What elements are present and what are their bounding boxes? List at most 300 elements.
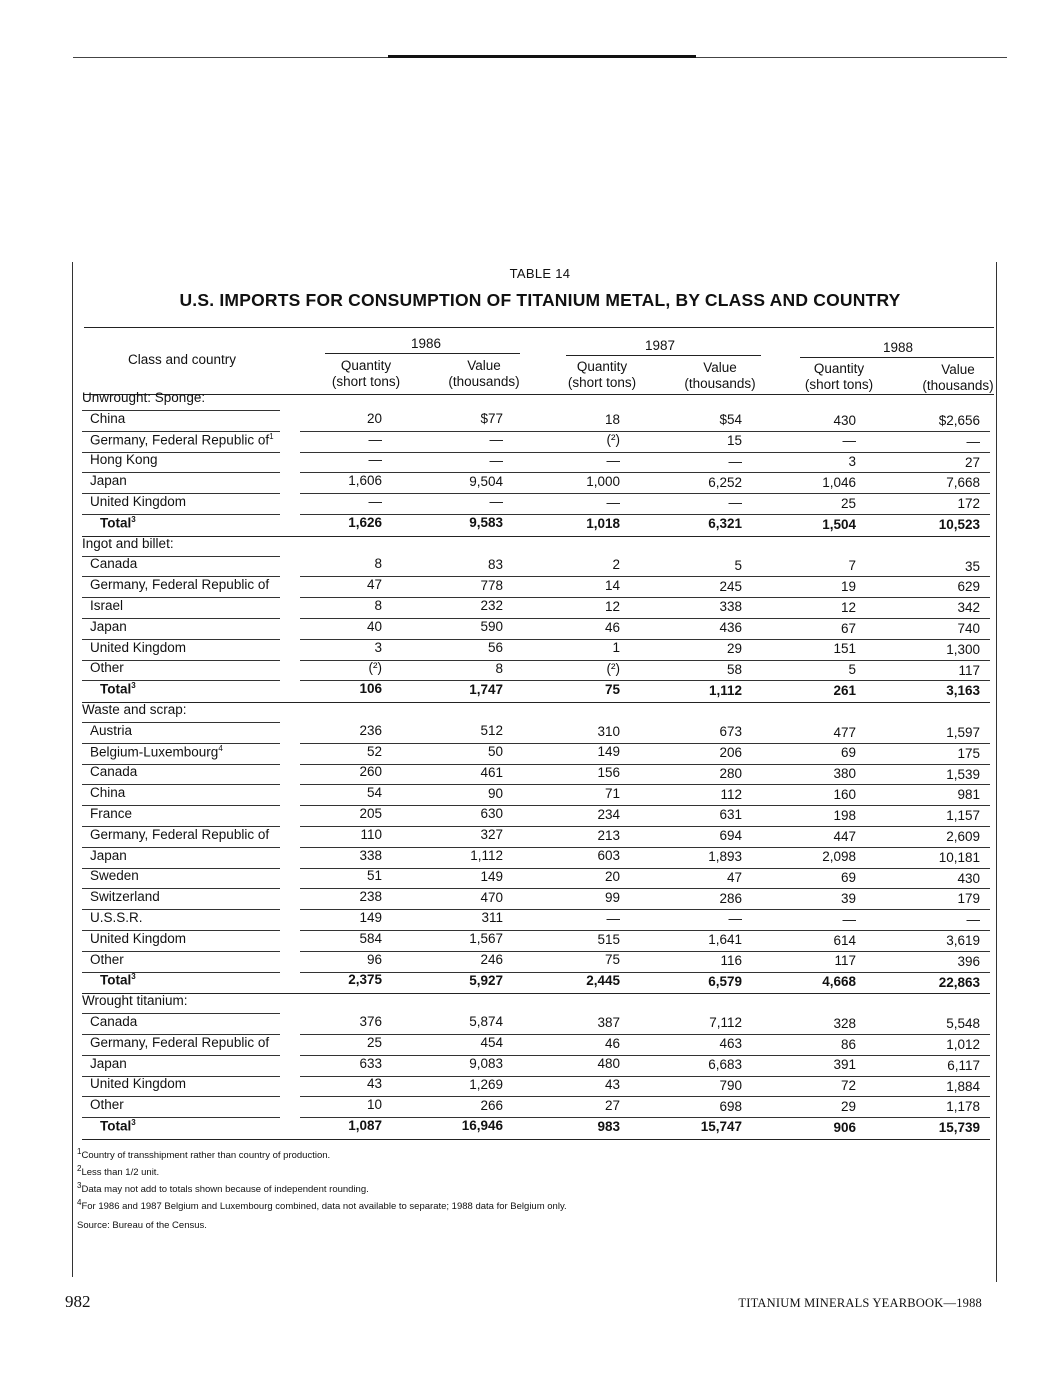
value-label: Value xyxy=(703,360,737,375)
cell-qty-1987: 71 xyxy=(604,786,620,802)
cell-value-1986: 327 xyxy=(480,827,503,843)
value-label: Value xyxy=(941,362,975,377)
cell-qty-1988: 380 xyxy=(833,766,856,782)
footnote-mark: 2 xyxy=(77,1164,82,1174)
cell-value-1988: 10,181 xyxy=(938,849,980,865)
cell-qty-1987: 27 xyxy=(604,1098,620,1114)
row-label xyxy=(100,1118,136,1134)
cell-value-1987: 673 xyxy=(719,724,742,740)
cell-qty-1986: 25 xyxy=(366,1034,382,1050)
cell-qty-1986: 20 xyxy=(366,410,382,426)
row-label xyxy=(90,764,137,779)
footnote-ref: 4 xyxy=(218,743,223,753)
cell-qty-1987: 149 xyxy=(597,744,620,760)
cell-qty-1986: 96 xyxy=(366,951,382,967)
table-row xyxy=(0,785,1040,806)
table-row xyxy=(0,868,1040,889)
row-label xyxy=(90,868,139,883)
cell-qty-1988: 447 xyxy=(833,828,856,844)
cell-value-1987: 6,683 xyxy=(708,1056,742,1072)
cell-qty-1988: 69 xyxy=(840,870,856,886)
cell-qty-1988: 86 xyxy=(840,1036,856,1052)
cell-qty-1986: 8 xyxy=(374,598,382,613)
cell-qty-1986: 3 xyxy=(374,639,382,655)
table-row xyxy=(0,744,1040,765)
cell-value-1988: 35 xyxy=(964,558,980,574)
qty-unit: (short tons) xyxy=(567,375,637,390)
row-label-text: Japan xyxy=(90,1055,127,1071)
cell-value-1988: 740 xyxy=(957,621,980,637)
cell-value-1988: 1,178 xyxy=(946,1099,980,1115)
row-label-text: Other xyxy=(90,951,124,967)
row-label xyxy=(90,827,269,842)
cell-qty-1986: 51 xyxy=(366,868,382,884)
table-row xyxy=(0,432,1040,453)
footnote-text: Less than 1/2 unit. xyxy=(81,1167,160,1179)
cell-qty-1988: 67 xyxy=(840,620,856,636)
table-row xyxy=(0,806,1040,827)
row-label xyxy=(90,1097,124,1112)
row-label xyxy=(90,723,132,738)
value-unit: (thousands) xyxy=(922,378,994,393)
cell-value-1987: 112 xyxy=(720,786,742,802)
row-label xyxy=(90,1014,137,1029)
cell-qty-1988: 72 xyxy=(840,1078,856,1094)
cell-qty-1986: 584 xyxy=(359,930,382,946)
row-label xyxy=(90,598,123,613)
cell-value-1987: 463 xyxy=(719,1036,742,1052)
cell-qty-1987: 515 xyxy=(597,931,620,947)
cell-value-1987: 116 xyxy=(720,952,742,968)
cell-value-1987: 1,112 xyxy=(708,682,742,698)
cell-value-1988: 117 xyxy=(958,662,980,678)
cell-value-1986: 1,747 xyxy=(469,681,503,697)
table-row xyxy=(0,764,1040,785)
cell-qty-1986: 106 xyxy=(359,681,382,697)
row-label-text: Sweden xyxy=(90,868,139,884)
cell-qty-1986: 238 xyxy=(359,889,382,905)
row-label xyxy=(100,681,136,697)
row-label-text: United Kingdom xyxy=(90,1076,187,1092)
table-row xyxy=(0,619,1040,640)
cell-value-1987: 631 xyxy=(719,807,742,823)
cell-value-1988: 175 xyxy=(957,745,980,761)
cell-value-1987: — xyxy=(728,911,742,927)
cell-qty-1986: 10 xyxy=(366,1097,382,1113)
cell-value-1986: 266 xyxy=(480,1097,503,1113)
cell-qty-1986: — xyxy=(368,494,382,509)
cell-qty-1986: 8 xyxy=(374,556,382,572)
row-label-text: Other xyxy=(90,660,124,676)
cell-qty-1986: 54 xyxy=(366,785,382,801)
footnote-ref: 3 xyxy=(131,972,136,982)
cell-value-1988: 342 xyxy=(957,600,980,616)
cell-value-1988: 1,300 xyxy=(946,641,980,657)
row-label-text: Hong Kong xyxy=(90,452,158,468)
cell-qty-1987: 1,018 xyxy=(586,515,620,531)
cell-value-1986: 512 xyxy=(480,723,503,739)
running-head: TITANIUM MINERALS YEARBOOK—1988 xyxy=(738,1296,982,1310)
total-row xyxy=(0,972,1040,993)
cell-value-1988: $2,656 xyxy=(938,413,980,429)
cell-qty-1987: 156 xyxy=(597,765,620,781)
footnote-3 xyxy=(77,1180,697,1196)
cell-qty-1986: 633 xyxy=(359,1055,382,1071)
cell-qty-1986: (²) xyxy=(368,660,382,676)
footnote-4 xyxy=(77,1197,697,1213)
cell-value-1988: — xyxy=(966,912,980,928)
cell-qty-1986: 376 xyxy=(359,1014,382,1029)
row-label xyxy=(82,993,188,1008)
row-label xyxy=(90,411,125,426)
row-label-text: Waste and scrap: xyxy=(82,702,187,717)
section-header-row xyxy=(0,702,1040,723)
cell-value-1987: 698 xyxy=(719,1098,742,1114)
row-label-text: Germany, Federal Republic of xyxy=(90,826,270,842)
cell-value-1986: — xyxy=(489,494,503,510)
cell-qty-1988: 69 xyxy=(840,745,856,761)
cell-qty-1988: 614 xyxy=(833,932,856,948)
row-label-text: Canada xyxy=(90,1014,138,1029)
section-header-row xyxy=(0,536,1040,557)
footnote-ref: 3 xyxy=(131,681,136,691)
qty-header-1986 xyxy=(306,358,426,390)
footnote-ref: 3 xyxy=(131,1118,136,1127)
row-label xyxy=(90,432,274,448)
cell-value-1988: 10,523 xyxy=(938,517,980,533)
cell-value-1986: 16,946 xyxy=(461,1118,503,1134)
section-header-row xyxy=(0,390,1040,411)
year-rule-1987 xyxy=(566,355,761,356)
year-rule-1986 xyxy=(325,353,520,354)
footnote-1 xyxy=(77,1146,697,1162)
cell-qty-1987: 310 xyxy=(597,723,620,739)
cell-qty-1987: 20 xyxy=(604,869,620,885)
row-label-text: Germany, Federal Republic of xyxy=(90,432,270,448)
footnote-mark: 1 xyxy=(77,1147,82,1156)
row-label-text: United Kingdom xyxy=(90,494,187,509)
row-label-text: United Kingdom xyxy=(90,930,187,946)
cell-value-1987: 15,747 xyxy=(700,1119,742,1135)
cell-value-1988: 27 xyxy=(964,454,980,470)
cell-value-1988: 1,597 xyxy=(946,725,980,741)
cell-qty-1987: 75 xyxy=(604,682,620,698)
cell-value-1988: 6,117 xyxy=(947,1057,980,1073)
row-label-text: China xyxy=(90,410,126,426)
row-label xyxy=(90,910,143,925)
cell-value-1987: 6,579 xyxy=(708,973,742,989)
cell-value-1987: 436 xyxy=(719,620,742,636)
row-label-text: China xyxy=(90,785,126,801)
footnote-ref: 3 xyxy=(131,514,136,524)
cell-value-1986: 149 xyxy=(480,868,503,884)
table-row xyxy=(0,660,1040,681)
row-label xyxy=(90,494,186,509)
cell-value-1988: 1,884 xyxy=(946,1078,980,1094)
cell-qty-1986: 52 xyxy=(366,743,382,759)
cell-qty-1986: — xyxy=(368,452,382,468)
qty-unit: (short tons) xyxy=(331,374,401,389)
qty-label: Quantity xyxy=(813,361,865,376)
cell-value-1988: 981 xyxy=(957,787,980,803)
cell-value-1987: 280 xyxy=(719,765,742,781)
cell-qty-1987: 2 xyxy=(612,557,620,573)
row-label xyxy=(90,806,132,821)
cell-qty-1987: 1 xyxy=(612,640,620,656)
row-label xyxy=(90,744,223,760)
cell-qty-1988: 391 xyxy=(833,1057,856,1073)
table-row xyxy=(0,910,1040,931)
cell-value-1987: 790 xyxy=(719,1077,742,1093)
cell-qty-1986: 1,087 xyxy=(348,1118,382,1133)
cell-value-1988: 1,157 xyxy=(946,808,980,824)
row-label-text: France xyxy=(90,806,133,821)
cell-qty-1987: 46 xyxy=(604,619,620,635)
cell-value-1987: 6,321 xyxy=(708,516,742,532)
total-row xyxy=(0,1118,1040,1139)
row-label-text: Total xyxy=(100,515,132,531)
cell-qty-1987: 75 xyxy=(604,952,620,968)
footnote-mark: 4 xyxy=(77,1198,82,1208)
total-row xyxy=(0,515,1040,536)
cell-qty-1987: 99 xyxy=(604,890,620,906)
row-label-text: Germany, Federal Republic of xyxy=(90,577,270,593)
table-row xyxy=(0,1014,1040,1035)
row-label-text: Austria xyxy=(90,722,133,738)
cell-qty-1987: 213 xyxy=(597,827,620,843)
table-row xyxy=(0,640,1040,661)
table-title: U.S. IMPORTS FOR CONSUMPTION OF TITANIUM METAL, BY CLASS AND COUNTRY xyxy=(179,290,901,310)
cell-value-1988: — xyxy=(966,433,980,449)
cell-qty-1987: 983 xyxy=(597,1118,620,1134)
cell-value-1988: 15,739 xyxy=(938,1120,980,1136)
cell-value-1986: 246 xyxy=(480,952,503,968)
row-label-text: Other xyxy=(90,1097,124,1113)
cell-value-1986: 454 xyxy=(480,1035,503,1051)
cell-value-1988: 396 xyxy=(957,953,980,969)
row-label-text: Total xyxy=(100,972,132,988)
footnote-text: Country of transshipment rather than country of production. xyxy=(81,1150,331,1162)
row-label xyxy=(90,785,125,800)
cell-value-1986: 778 xyxy=(480,577,503,593)
cell-value-1986: 50 xyxy=(487,744,503,760)
cell-qty-1986: 110 xyxy=(360,826,382,842)
table-row xyxy=(0,827,1040,848)
qty-label: Quantity xyxy=(576,359,628,374)
cell-qty-1987: 1,000 xyxy=(586,474,620,490)
row-label-text: Total xyxy=(100,681,132,697)
row-label xyxy=(100,515,136,531)
row-label-text: Japan xyxy=(90,473,127,489)
cell-qty-1988: 117 xyxy=(834,953,856,969)
class-country-header: Class and country xyxy=(127,352,237,367)
cell-qty-1987: (²) xyxy=(606,432,620,448)
row-label xyxy=(82,702,187,717)
cell-qty-1986: 47 xyxy=(366,577,382,593)
row-label xyxy=(90,556,137,571)
cell-qty-1988: 261 xyxy=(833,682,856,698)
cell-value-1988: 1,539 xyxy=(946,766,980,782)
footnote-ref: 1 xyxy=(269,431,274,441)
cell-value-1986: 9,083 xyxy=(469,1056,503,1072)
cell-value-1987: 6,252 xyxy=(708,474,742,490)
cell-qty-1988: 477 xyxy=(833,724,856,740)
cell-value-1988: 172 xyxy=(957,496,980,512)
row-label-text: Germany, Federal Republic of xyxy=(90,1034,270,1050)
row-label xyxy=(90,1056,127,1071)
header-top-rule xyxy=(84,327,994,328)
table-row xyxy=(0,952,1040,973)
year-rule-1988 xyxy=(800,357,994,358)
row-label-text: Japan xyxy=(90,618,127,634)
cell-value-1986: 9,504 xyxy=(469,473,503,489)
cell-value-1987: 338 xyxy=(719,599,742,615)
cell-value-1988: 629 xyxy=(957,579,980,595)
cell-qty-1988: 160 xyxy=(833,786,856,802)
row-label xyxy=(90,889,160,904)
cell-value-1988: 3,619 xyxy=(946,933,980,949)
cell-value-1986: 590 xyxy=(480,619,503,635)
cell-qty-1987: 480 xyxy=(597,1056,620,1072)
row-label xyxy=(100,972,136,988)
cell-qty-1987: 603 xyxy=(597,848,620,864)
row-label-text: Israel xyxy=(90,598,124,613)
row-label xyxy=(90,848,127,863)
footnotes xyxy=(77,1146,697,1233)
cell-value-1987: 1,893 xyxy=(708,848,742,864)
cell-value-1988: 22,863 xyxy=(938,974,980,990)
cell-value-1987: — xyxy=(728,495,742,511)
cell-value-1986: 1,112 xyxy=(470,848,503,864)
value-unit: (thousands) xyxy=(448,374,520,389)
cell-qty-1988: 39 xyxy=(840,890,856,906)
table-row xyxy=(0,889,1040,910)
cell-value-1986: 90 xyxy=(487,785,503,801)
cell-value-1988: 1,012 xyxy=(946,1037,980,1053)
row-label xyxy=(90,931,186,946)
cell-value-1987: 286 xyxy=(719,890,742,906)
row-label xyxy=(82,390,205,405)
footnote-text: Data may not add to totals shown because of independent rounding. xyxy=(81,1184,369,1196)
cell-qty-1988: 7 xyxy=(848,558,856,574)
row-label xyxy=(90,952,124,967)
cell-value-1988: 179 xyxy=(957,891,980,907)
cell-qty-1987: — xyxy=(606,494,620,510)
row-label-text: Unwrought: Sponge: xyxy=(82,390,206,405)
row-label xyxy=(90,577,269,592)
row-label xyxy=(90,452,158,467)
footnote-text: For 1986 and 1987 Belgium and Luxembourg combined, data not available to separate; 1988 data for Belgium only. xyxy=(81,1201,567,1213)
cell-qty-1988: 29 xyxy=(840,1098,856,1114)
cell-value-1988: 2,609 xyxy=(946,829,980,845)
year-header-1987: 1987 xyxy=(644,338,676,353)
row-label xyxy=(90,619,127,634)
cell-value-1986: 470 xyxy=(480,889,503,905)
qty-header-1988 xyxy=(779,361,899,393)
cell-qty-1987: 43 xyxy=(604,1077,620,1093)
cell-value-1988: 430 xyxy=(957,870,980,886)
row-label xyxy=(90,660,124,675)
cell-value-1986: 630 xyxy=(480,806,503,822)
table-row xyxy=(0,598,1040,619)
row-label-text: Total xyxy=(100,1118,132,1134)
cell-qty-1986: 43 xyxy=(366,1076,382,1092)
cell-qty-1988: 3 xyxy=(848,454,856,470)
table-label: TABLE 14 xyxy=(509,266,571,281)
table-row xyxy=(0,556,1040,577)
cell-value-1986: 9,583 xyxy=(469,515,503,531)
cell-qty-1986: 236 xyxy=(359,722,382,738)
qty-header-1987 xyxy=(542,359,662,391)
section-header-row xyxy=(0,993,1040,1014)
cell-qty-1988: 151 xyxy=(833,641,856,657)
cell-value-1987: 5 xyxy=(734,557,742,573)
table-row xyxy=(0,1056,1040,1077)
cell-value-1988: 5,548 xyxy=(946,1016,980,1032)
footnote-2 xyxy=(77,1163,697,1179)
cell-value-1987: 15 xyxy=(726,432,742,448)
top-rule-bold xyxy=(388,55,696,58)
cell-qty-1987: — xyxy=(606,910,620,926)
row-label-text: Belgium-Luxembourg xyxy=(90,744,219,760)
table-row xyxy=(0,723,1040,744)
cell-value-1987: 7,112 xyxy=(709,1015,742,1031)
table-row xyxy=(0,452,1040,473)
cell-value-1987: 47 xyxy=(726,869,742,885)
cell-qty-1988: 19 xyxy=(840,578,856,594)
table-row xyxy=(0,473,1040,494)
qty-label: Quantity xyxy=(340,358,392,373)
cell-qty-1986: 338 xyxy=(359,847,382,863)
row-label-text: Ingot and billet: xyxy=(82,535,174,551)
cell-value-1986: 56 xyxy=(487,640,503,656)
cell-value-1986: 461 xyxy=(480,764,503,780)
cell-value-1986: $77 xyxy=(480,411,503,427)
qty-unit: (short tons) xyxy=(804,377,874,392)
cell-value-1986: 83 xyxy=(487,556,503,572)
row-label xyxy=(90,1076,186,1091)
table-row xyxy=(0,411,1040,432)
table-row xyxy=(0,1076,1040,1097)
cell-qty-1988: 5 xyxy=(848,662,856,678)
cell-value-1986: 8 xyxy=(495,660,503,676)
table-row xyxy=(0,931,1040,952)
row-label-text: United Kingdom xyxy=(90,639,187,655)
year-header-1986: 1986 xyxy=(410,336,442,351)
table-row xyxy=(0,1097,1040,1118)
cell-qty-1988: 1,046 xyxy=(822,474,856,490)
row-label-text: Canada xyxy=(90,556,138,572)
source-note: Source: Bureau of the Census. xyxy=(77,1219,207,1231)
cell-qty-1987: 387 xyxy=(597,1014,620,1030)
cell-qty-1987: 14 xyxy=(604,578,620,594)
cell-qty-1988: — xyxy=(842,433,856,449)
table-row xyxy=(0,1035,1040,1056)
cell-qty-1988: 2,098 xyxy=(822,849,856,865)
cell-value-1986: 5,874 xyxy=(469,1014,503,1030)
cell-qty-1986: 40 xyxy=(366,618,382,634)
cell-value-1987: — xyxy=(728,453,742,469)
table-row xyxy=(0,577,1040,598)
cell-qty-1986: 1,626 xyxy=(348,514,382,530)
cell-value-1988: 3,163 xyxy=(946,683,980,699)
cell-qty-1988: 1,504 xyxy=(822,516,856,532)
cell-value-1986: — xyxy=(489,452,503,468)
cell-qty-1986: 2,375 xyxy=(348,972,382,988)
row-label-text: Wrought titanium: xyxy=(82,993,188,1009)
cell-value-1986: 5,927 xyxy=(469,972,503,988)
footnote-mark: 3 xyxy=(77,1181,82,1191)
